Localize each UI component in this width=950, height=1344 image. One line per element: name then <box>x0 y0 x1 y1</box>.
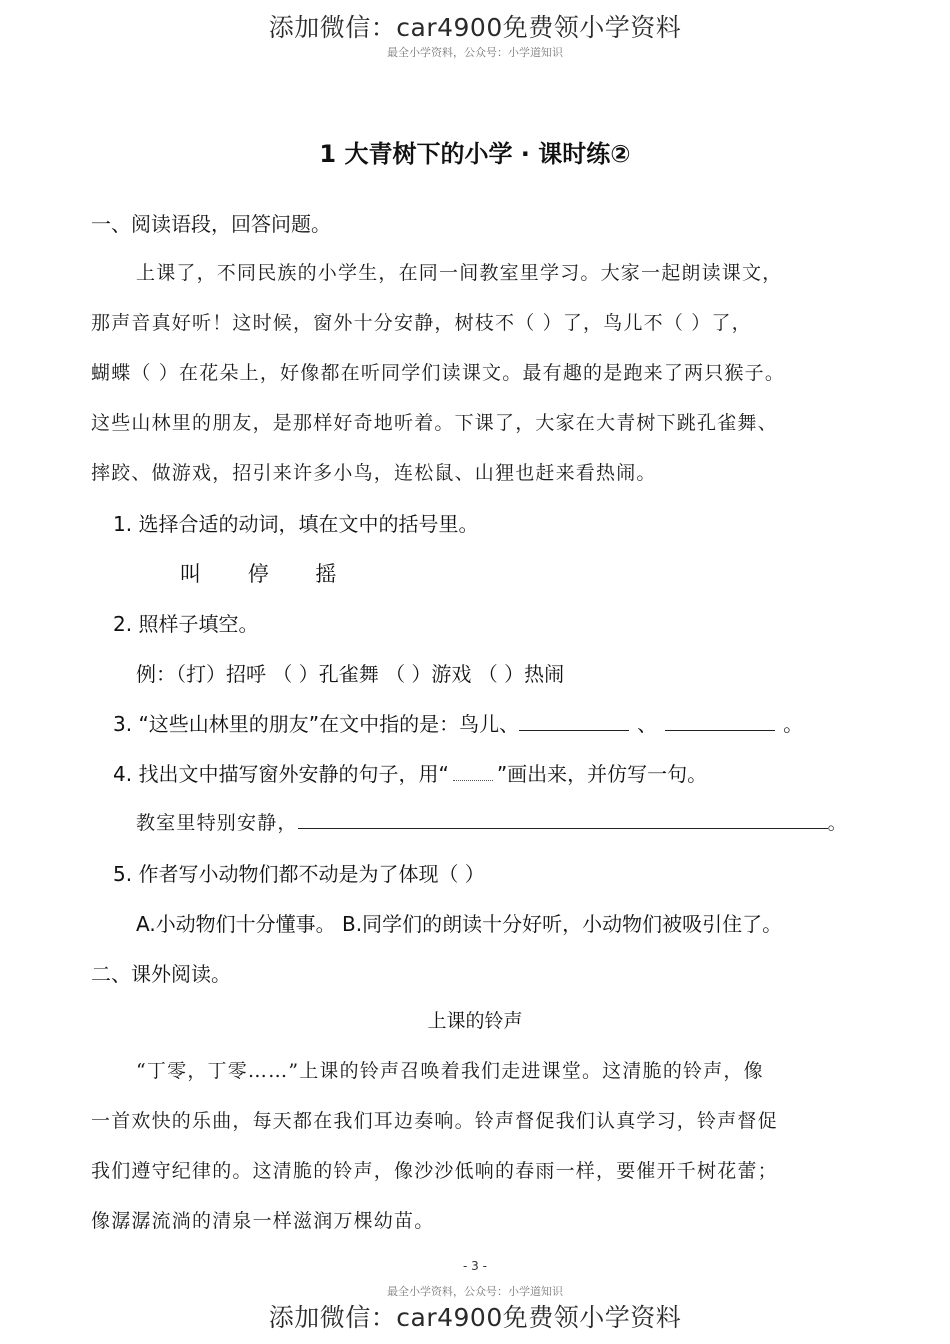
reading-line-4: 像潺潺流淌的清泉一样滋润万棵幼苗。 <box>91 1210 435 1232</box>
q4-prefix: 4. 找出文中描写窗外安静的句子，用“ <box>113 762 449 786</box>
choice-word: 停 <box>247 562 269 586</box>
choice-word: 摇 <box>315 562 337 586</box>
passage-line-1: 上课了，不同民族的小学生，在同一间教室里学习。大家一起朗读课文， <box>136 262 783 284</box>
q3-end: 。 <box>783 712 804 736</box>
reading-line-1: “丁零，丁零……”上课的铃声召唤着我们走进课堂。这清脆的铃声，像 <box>136 1060 764 1082</box>
choice-word: 叫 <box>180 562 201 586</box>
passage-line-2: 那声音真好听！这时候，窗外十分安静，树枝不（ ）了，鸟儿不（ ）了， <box>91 312 752 334</box>
reading-title: 上课的铃声 <box>427 1010 523 1032</box>
q4-line-prefix: 教室里特别安静， <box>136 812 298 834</box>
wavy-line-mark <box>453 766 493 781</box>
reading-line-3: 我们遵守纪律的。这清脆的铃声，像沙沙低响的春雨一样，要催开千树花蕾； <box>91 1160 778 1182</box>
q4-line-end: 。 <box>827 812 848 834</box>
q3-sep: 、 <box>637 712 658 736</box>
q5-options: A.小动物们十分懂事。 B.同学们的朗读十分好听，小动物们被吸引住了。 <box>136 912 783 936</box>
question-5: 5. 作者写小动物们都不动是为了体现（ ） <box>113 862 485 886</box>
q3-prefix: 3. “这些山林里的朋友”在文中指的是：鸟儿、 <box>113 712 520 736</box>
passage-line-4: 这些山林里的朋友，是那样好奇地听着。下课了，大家在大青树下跳孔雀舞、 <box>91 412 778 434</box>
question-3 <box>113 708 803 737</box>
page-title: 1 大青树下的小学 · 课时练② <box>319 140 631 168</box>
section1-heading: 一、阅读语段，回答问题。 <box>91 212 331 236</box>
passage-line-3: 蝴蝶（ ）在花朵上，好像都在听同学们读课文。最有趣的是跑来了两只猴子。 <box>91 362 786 384</box>
question-1: 1. 选择合适的动词，填在文中的括号里。 <box>113 512 479 536</box>
watermark-bottom: 添加微信：car4900免费领小学资料 <box>268 1303 682 1332</box>
answer-blank[interactable] <box>665 712 775 731</box>
page-number: - 3 - <box>463 1259 487 1273</box>
q4-answer-line <box>136 808 848 835</box>
question-2: 2. 照样子填空。 <box>113 612 259 636</box>
q2-example: 例：（打）招呼 （ ）孔雀舞 （ ）游戏 （ ）热闹 <box>136 662 565 686</box>
q1-choices <box>180 558 376 588</box>
section2-heading: 二、课外阅读。 <box>91 962 231 986</box>
q4-suffix: ”画出来，并仿写一句。 <box>496 762 708 786</box>
answer-blank[interactable] <box>298 810 828 829</box>
question-4 <box>113 758 707 787</box>
watermark-top: 添加微信：car4900免费领小学资料 <box>268 13 682 42</box>
reading-line-2: 一首欢快的乐曲，每天都在我们耳边奏响。铃声督促我们认真学习，铃声督促 <box>91 1110 778 1132</box>
answer-blank[interactable] <box>519 712 629 731</box>
watermark-bottom-sub: 最全小学资料，公众号：小学道知识 <box>387 1285 563 1298</box>
passage-line-5: 摔跤、做游戏，招引来许多小鸟，连松鼠、山狸也赶来看热闹。 <box>91 462 657 484</box>
watermark-top-sub: 最全小学资料，公众号：小学道知识 <box>387 46 563 59</box>
